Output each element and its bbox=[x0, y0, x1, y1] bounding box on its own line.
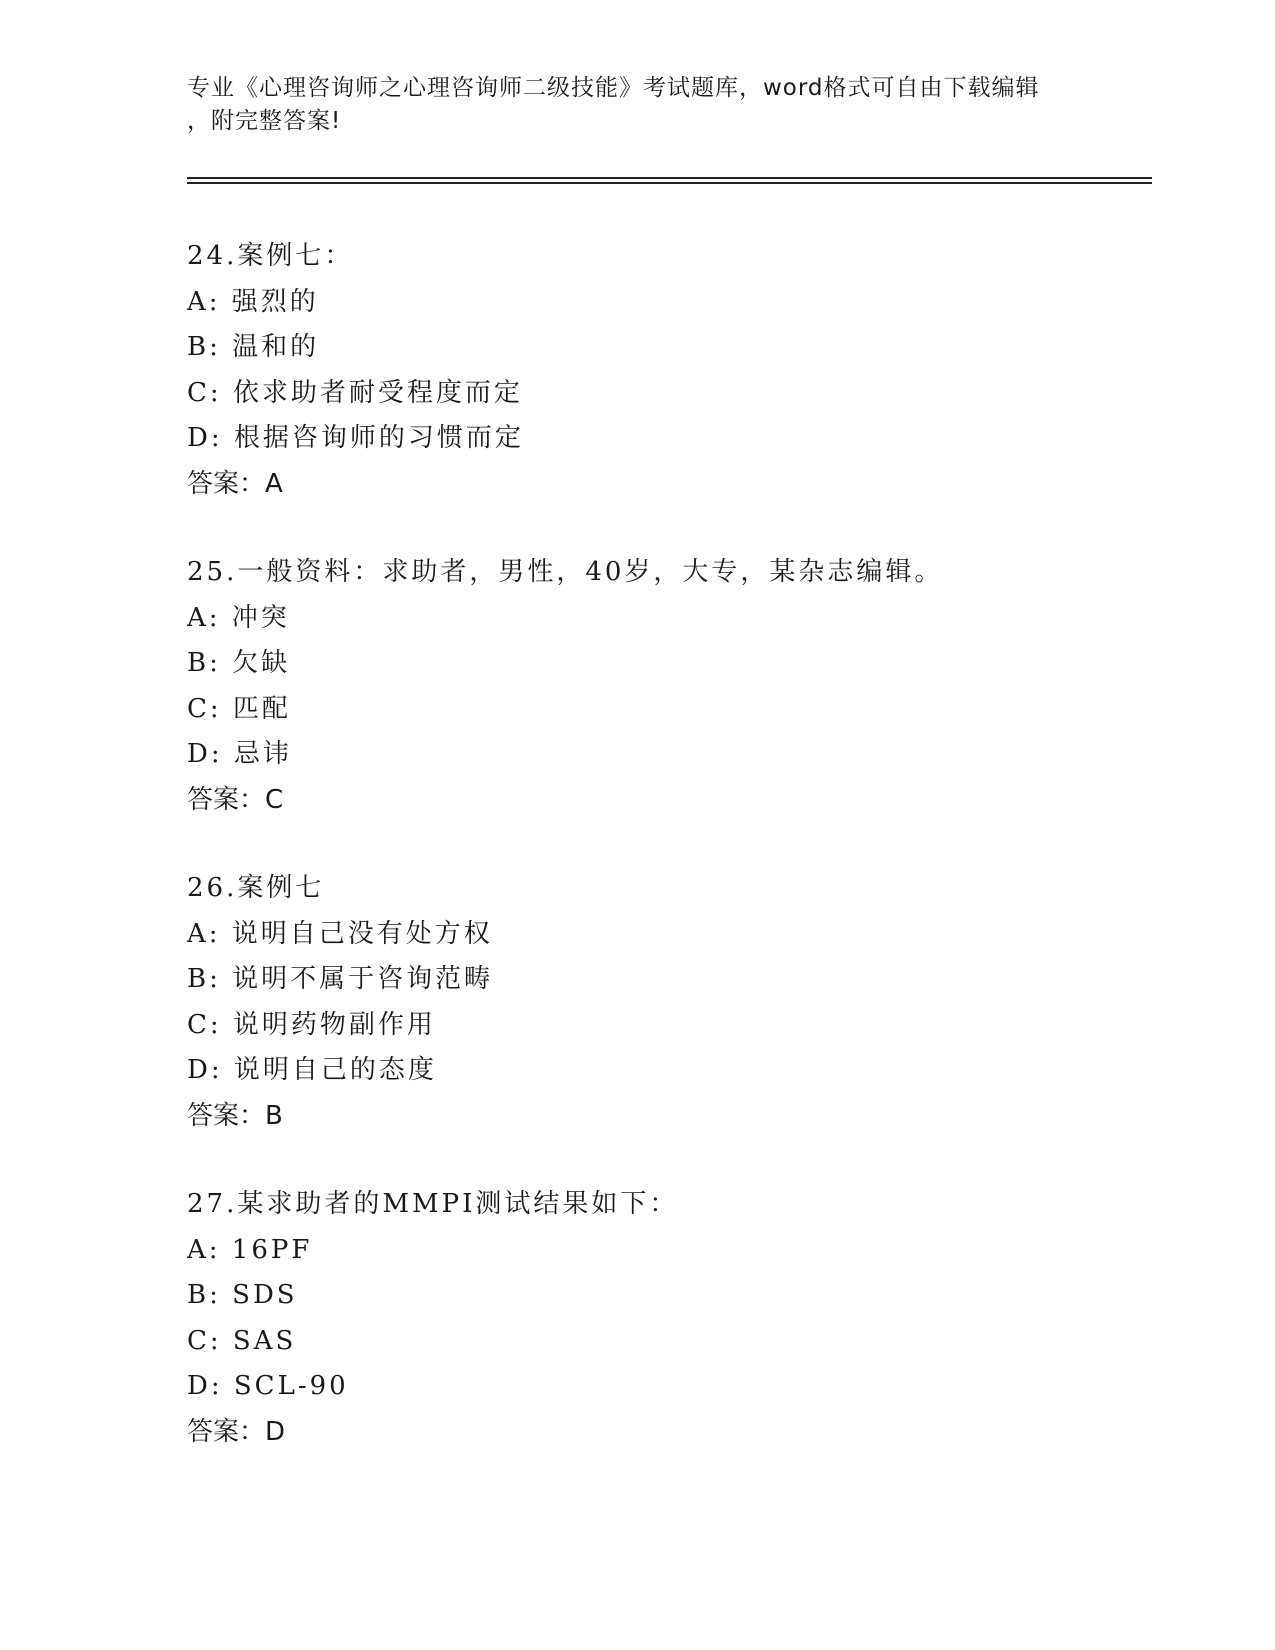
header-line-1: 专业《心理咨询师之心理咨询师二级技能》考试题库，word格式可自由下载编辑 bbox=[187, 75, 1040, 101]
answer-line: 答案：B bbox=[187, 1100, 283, 1131]
question-24 bbox=[187, 234, 1147, 507]
option-d: D: SCL-90 bbox=[187, 1371, 349, 1401]
document-header bbox=[187, 72, 1087, 138]
option-c: C: 匹配 bbox=[187, 693, 291, 724]
header-divider-bottom bbox=[187, 182, 1152, 184]
question-stem: 26.案例七 bbox=[187, 873, 325, 903]
option-d: D: 忌讳 bbox=[187, 739, 292, 769]
option-b: B: SDS bbox=[187, 1280, 298, 1310]
option-c: C: SAS bbox=[187, 1325, 297, 1356]
question-stem: 24.案例七： bbox=[187, 241, 354, 271]
option-a: A: 说明自己没有处方权 bbox=[187, 918, 493, 949]
question-27 bbox=[187, 1182, 1147, 1455]
option-d: D: 说明自己的态度 bbox=[187, 1055, 437, 1085]
answer-line: 答案：D bbox=[187, 1416, 286, 1447]
option-d: D: 根据咨询师的习惯而定 bbox=[187, 423, 524, 453]
option-a: A: 强烈的 bbox=[187, 286, 319, 317]
option-a: A: 冲突 bbox=[187, 602, 290, 633]
question-list bbox=[187, 234, 1147, 1498]
answer-line: 答案：C bbox=[187, 784, 284, 815]
option-c: C: 依求助者耐受程度而定 bbox=[187, 377, 523, 408]
option-b: B: 欠缺 bbox=[187, 648, 291, 678]
option-a: A: 16PF bbox=[187, 1234, 313, 1265]
option-b: B: 说明不属于咨询范畴 bbox=[187, 964, 494, 994]
header-line-2: ，附完整答案! bbox=[187, 108, 342, 134]
question-stem: 27.某求助者的MMPI测试结果如下： bbox=[187, 1189, 679, 1219]
question-26 bbox=[187, 866, 1147, 1139]
option-c: C: 说明药物副作用 bbox=[187, 1009, 436, 1040]
question-25 bbox=[187, 550, 1147, 823]
answer-line: 答案：A bbox=[187, 468, 283, 499]
option-b: B: 温和的 bbox=[187, 332, 320, 362]
header-divider-top bbox=[187, 177, 1152, 179]
question-stem: 25.一般资料：求助者，男性，40岁，大专，某杂志编辑。 bbox=[187, 557, 944, 587]
